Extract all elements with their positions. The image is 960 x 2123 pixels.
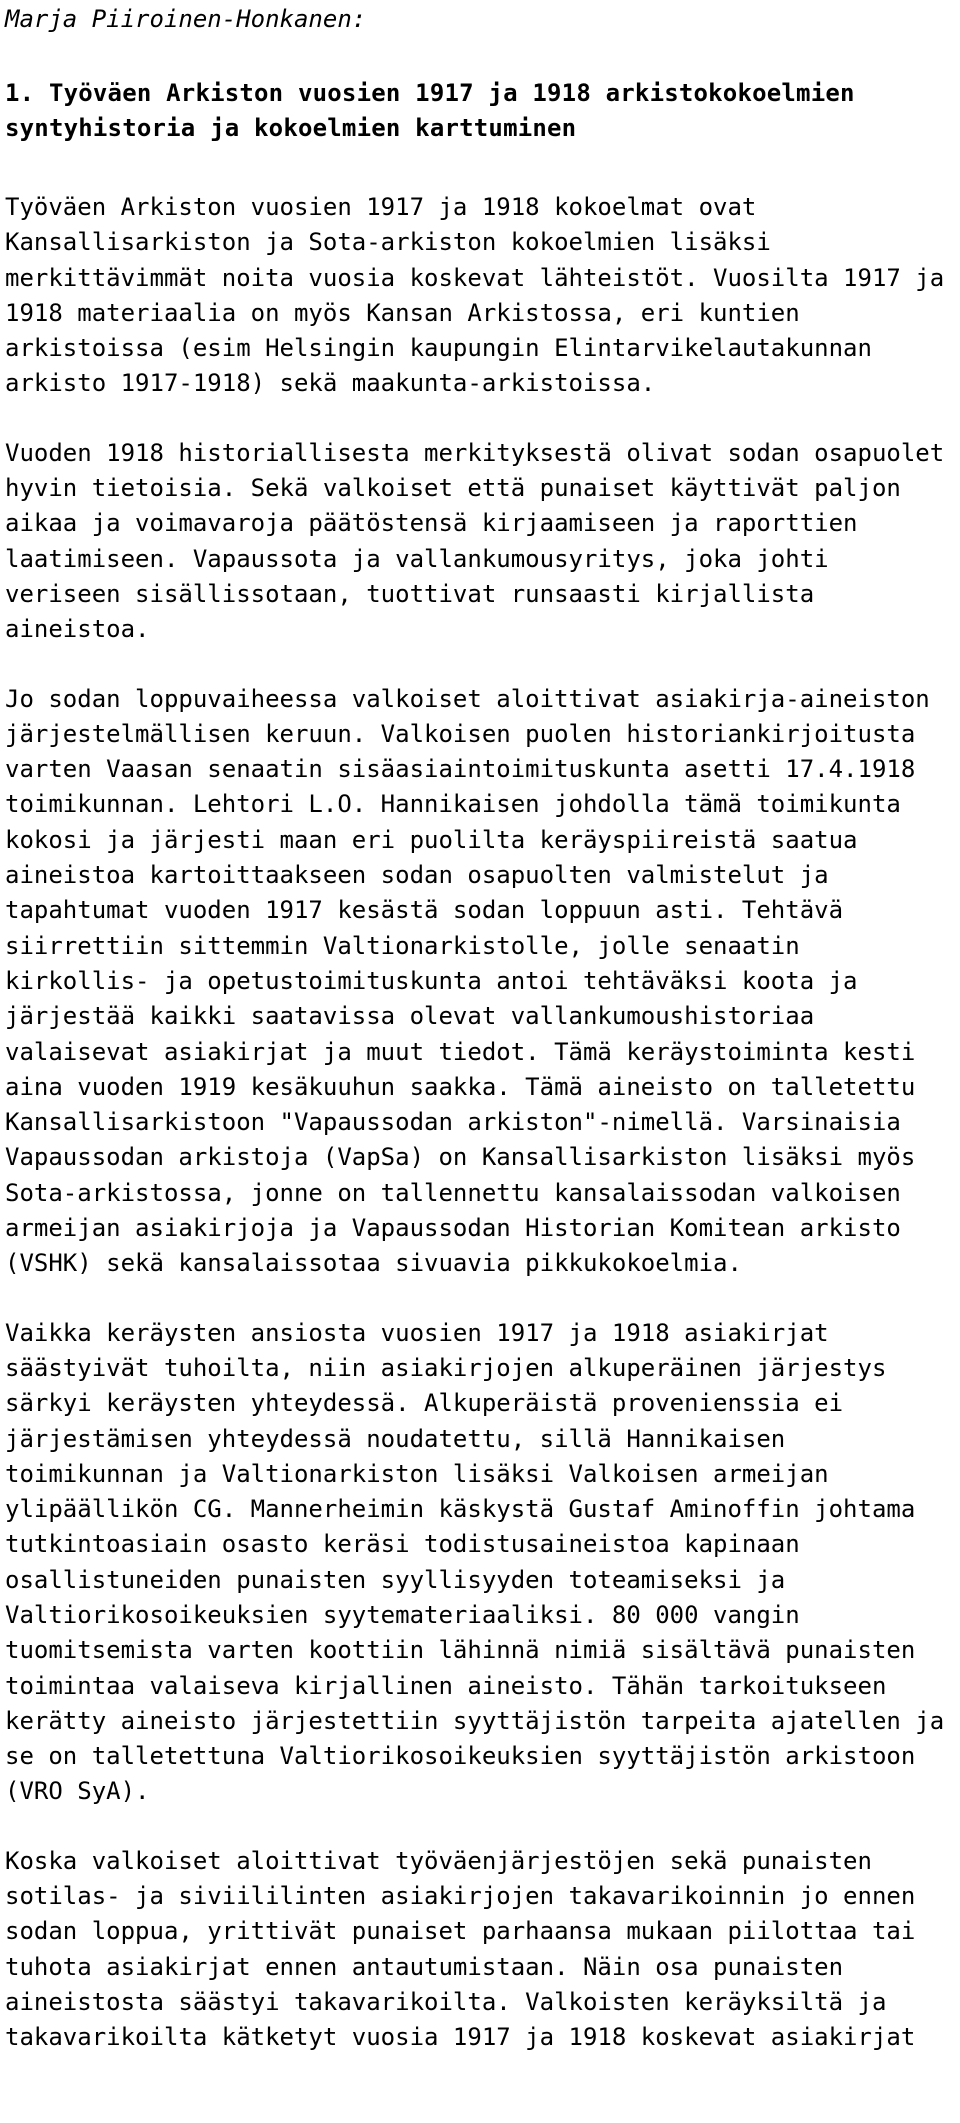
section-heading: 1. Työväen Arkiston vuosien 1917 ja 1918 arkistokokoelmien syntyhistoria ja kokoelmien karttuminen (5, 79, 855, 142)
paragraph-provenance-disruption: Vaikka keräysten ansiosta vuosien 1917 ja 1918 asiakirjat säästyivät tuhoilta, niin asiakirjojen alkuperäinen järjestys särkyi keräysten yhteydessä. Alkuperäistä provenienssia ei järjestämisen yhteydessä noudatettu, sillä Hannikaisen toimikunnan ja Valtionarkiston lisäksi Valkoisen armeijan ylipäällikön CG. Mannerheimin käskystä Gustaf Aminoffin johtama tutkintoasiain osasto keräsi todistusaineistoa kapinaan osallistuneiden punaisten syyllisyyden toteamiseksi ja Valtiorikosoikeuksien syytemateriaaliksi. 80 000 vangin tuomitsemista varten koottiin lähinnä nimiä sisältävä punaisten toimintaa valaiseva kirjallinen aineisto. Tähän tarkoitukseen kerätty aineisto järjestettiin syyttäjistön tarpeita ajatellen ja se on talletettuna Valtiorikosoikeuksien syyttäjistön arkistoon (VRO SyA). (5, 1318, 945, 1806)
document-page (5, 0, 955, 2056)
author-name: Marja Piiroinen-Honkanen: (5, 5, 367, 33)
paragraph-red-documents-hidden: Koska valkoiset aloittivat työväenjärjestöjen sekä punaisten sotilas- ja siviililinten asiakirjojen takavarikoinnin jo ennen sodan loppua, yrittivät punaiset parhaansa mukaan piilottaa tai tuhota asiakirjat ennen antautumistaan. Näin osa punaisten aineistosta säästyi takavarikoilta. Valkoisten keräyksiltä ja takavarikoilta kätketyt vuosia 1917 ja 1918 koskevat asiakirjat (5, 1846, 916, 2052)
paragraph-white-collection-effort: Jo sodan loppuvaiheessa valkoiset aloittivat asiakirja-aineiston järjestelmällisen keruun. Valkoisen puolen historiankirjoitusta varten Vaasan senaatin sisäasiaintoimituskunta asetti 17.4.1918 toimikunnan. Lehtori L.O. Hannikaisen johdolla tämä toimikunta kokosi ja järjesti maan eri puolilta keräyspiireistä saatua aineistoa kartoittaakseen sodan osapuolten valmistelut ja tapahtumat vuoden 1917 kesästä sodan loppuun asti. Tehtävä siirrettiin sittemmin Valtionarkistolle, jolle senaatin kirkollis- ja opetustoimituskunta antoi tehtäväksi koota ja järjestää kaikki saatavissa olevat vallankumoushistoriaa valaisevat asiakirjat ja muut tiedot. Tämä keräystoiminta kesti aina vuoden 1919 kesäkuuhun saakka. Tämä aineisto on talletettu Kansallisarkistoon "Vapaussodan arkiston"-nimellä. Varsinaisia Vapaussodan arkistoja (VapSa) on Kansallisarkiston lisäksi myös Sota-arkistossa, jonne on tallennettu kansalaissodan valkoisen armeijan asiakirjoja ja Vapaussodan Historian Komitean arkisto (VSHK) sekä kansalaissotaa sivuavia pikkukokoelmia. (5, 684, 930, 1278)
paragraph-collections-overview: Työväen Arkiston vuosien 1917 ja 1918 kokoelmat ovat Kansallisarkiston ja Sota-arkiston kokoelmien lisäksi merkittävimmät noita vuosia koskevat lähteistöt. Vuosilta 1917 ja 1918 materiaalia on myös Kansan Arkistossa, eri kuntien arkistoissa (esim Helsingin kaupungin Elintarvikelautakunnan arkisto 1917-1918) sekä maakunta-arkistoissa. (5, 193, 945, 398)
paragraph-historical-awareness: Vuoden 1918 historiallisesta merkityksestä olivat sodan osapuolet hyvin tietoisia. Sekä valkoiset että punaiset käyttivät paljon aikaa ja voimavaroja päätöstensä kirjaamiseen ja raporttien laatimiseen. Vapaussota ja vallankumousyritys, joka johti veriseen sisällissotaan, tuottivat runsaasti kirjallista aineistoa. (5, 438, 945, 644)
